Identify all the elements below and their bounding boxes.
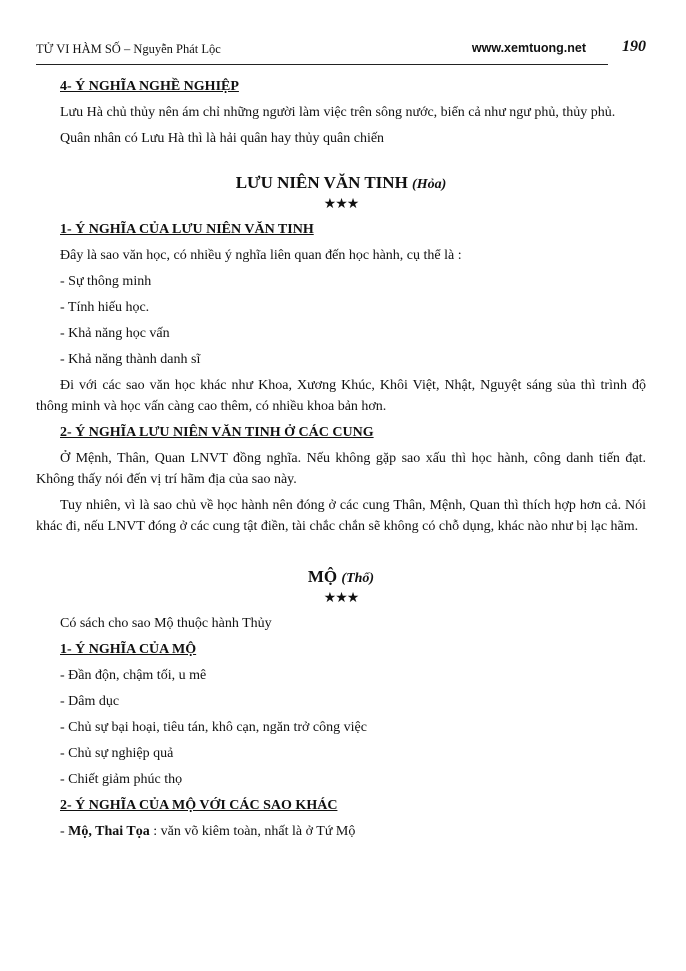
list-item: - Tính hiếu học.: [60, 300, 150, 315]
list-item: - Chủ sự bại hoại, tiêu tán, khô cạn, ngăn trở công việc: [60, 720, 367, 735]
star-element: (Hỏa): [412, 177, 447, 192]
section-heading: 2- Ý NGHĨA LƯU NIÊN VĂN TINH Ở CÁC CUNG: [60, 425, 374, 440]
list-item: - Khả năng học vấn: [60, 326, 170, 341]
list-item: - Mộ, Thai Tọa : văn võ kiêm toàn, nhất là ở Tứ Mộ: [60, 824, 356, 839]
bold-term: Mộ, Thai Tọa: [68, 824, 150, 839]
paragraph: Ở Mệnh, Thân, Quan LNVT đồng nghĩa. Nếu không gặp sao xấu thì học hành, công danh tiến đạt. Không thấy nói đến vị trí hãm địa của sao này.: [36, 451, 646, 487]
list-item: - Dâm dục: [60, 694, 120, 709]
paragraph: Quân nhân có Lưu Hà thì là hải quân hay thủy quân chiến: [60, 131, 385, 146]
list-item: - Chiết giảm phúc thọ: [60, 772, 183, 787]
page-number: 190: [622, 38, 646, 55]
page-content: [36, 76, 646, 847]
list-item: - Chủ sự nghiệp quả: [60, 746, 174, 761]
section-heading: 2- Ý NGHĨA CỦA MỘ VỚI CÁC SAO KHÁC: [60, 798, 338, 813]
list-item: - Sự thông minh: [60, 274, 152, 289]
section-heading: 1- Ý NGHĨA CỦA MỘ: [60, 642, 197, 657]
star-element: (Thổ): [341, 571, 375, 586]
stars-icon: ★★★: [323, 197, 359, 212]
paragraph: Đi với các sao văn học khác như Khoa, Xương Khúc, Khôi Việt, Nhật, Nguyệt sáng sủa thì trình độ thông minh và học vấn càng cao thêm, có nhiều khoa bản hơn.: [36, 378, 646, 414]
website-link[interactable]: www.xemtuong.net: [471, 41, 586, 55]
paragraph: Lưu Hà chủ thủy nên ám chỉ những người làm việc trên sông nước, biển cả như ngư phủ, thủy phủ.: [60, 105, 616, 120]
list-item: - Khả năng thành danh sĩ: [60, 352, 201, 367]
star-title: LƯU NIÊN VĂN TINH (Hỏa): [235, 173, 447, 192]
paragraph: Đây là sao văn học, có nhiều ý nghĩa liên quan đến học hành, cụ thể là :: [60, 248, 462, 263]
stars-icon: ★★★: [323, 591, 359, 606]
book-title: TỬ VI HÀM SỐ – Nguyễn Phát Lộc: [36, 42, 221, 56]
page-header: [36, 36, 646, 62]
list-item: - Đần độn, chậm tối, u mê: [60, 668, 207, 683]
star-title: MỘ (Thổ): [307, 567, 375, 586]
header-divider: [36, 64, 608, 65]
paragraph: Có sách cho sao Mộ thuộc hành Thủy: [60, 616, 272, 631]
section-heading: 1- Ý NGHĨA CỦA LƯU NIÊN VĂN TINH: [60, 222, 314, 237]
paragraph: Tuy nhiên, vì là sao chủ về học hành nên đóng ở các cung Thân, Mệnh, Quan thì thích hợp hơn cả. Nói khác đi, nếu LNVT đóng ở các cung tật điền, tài chắc chắn sẽ không có chỗ dụng, khác nào như bị lạc hãm.: [36, 498, 646, 534]
section-heading: 4- Ý NGHĨA NGHỀ NGHIỆP: [60, 79, 239, 94]
